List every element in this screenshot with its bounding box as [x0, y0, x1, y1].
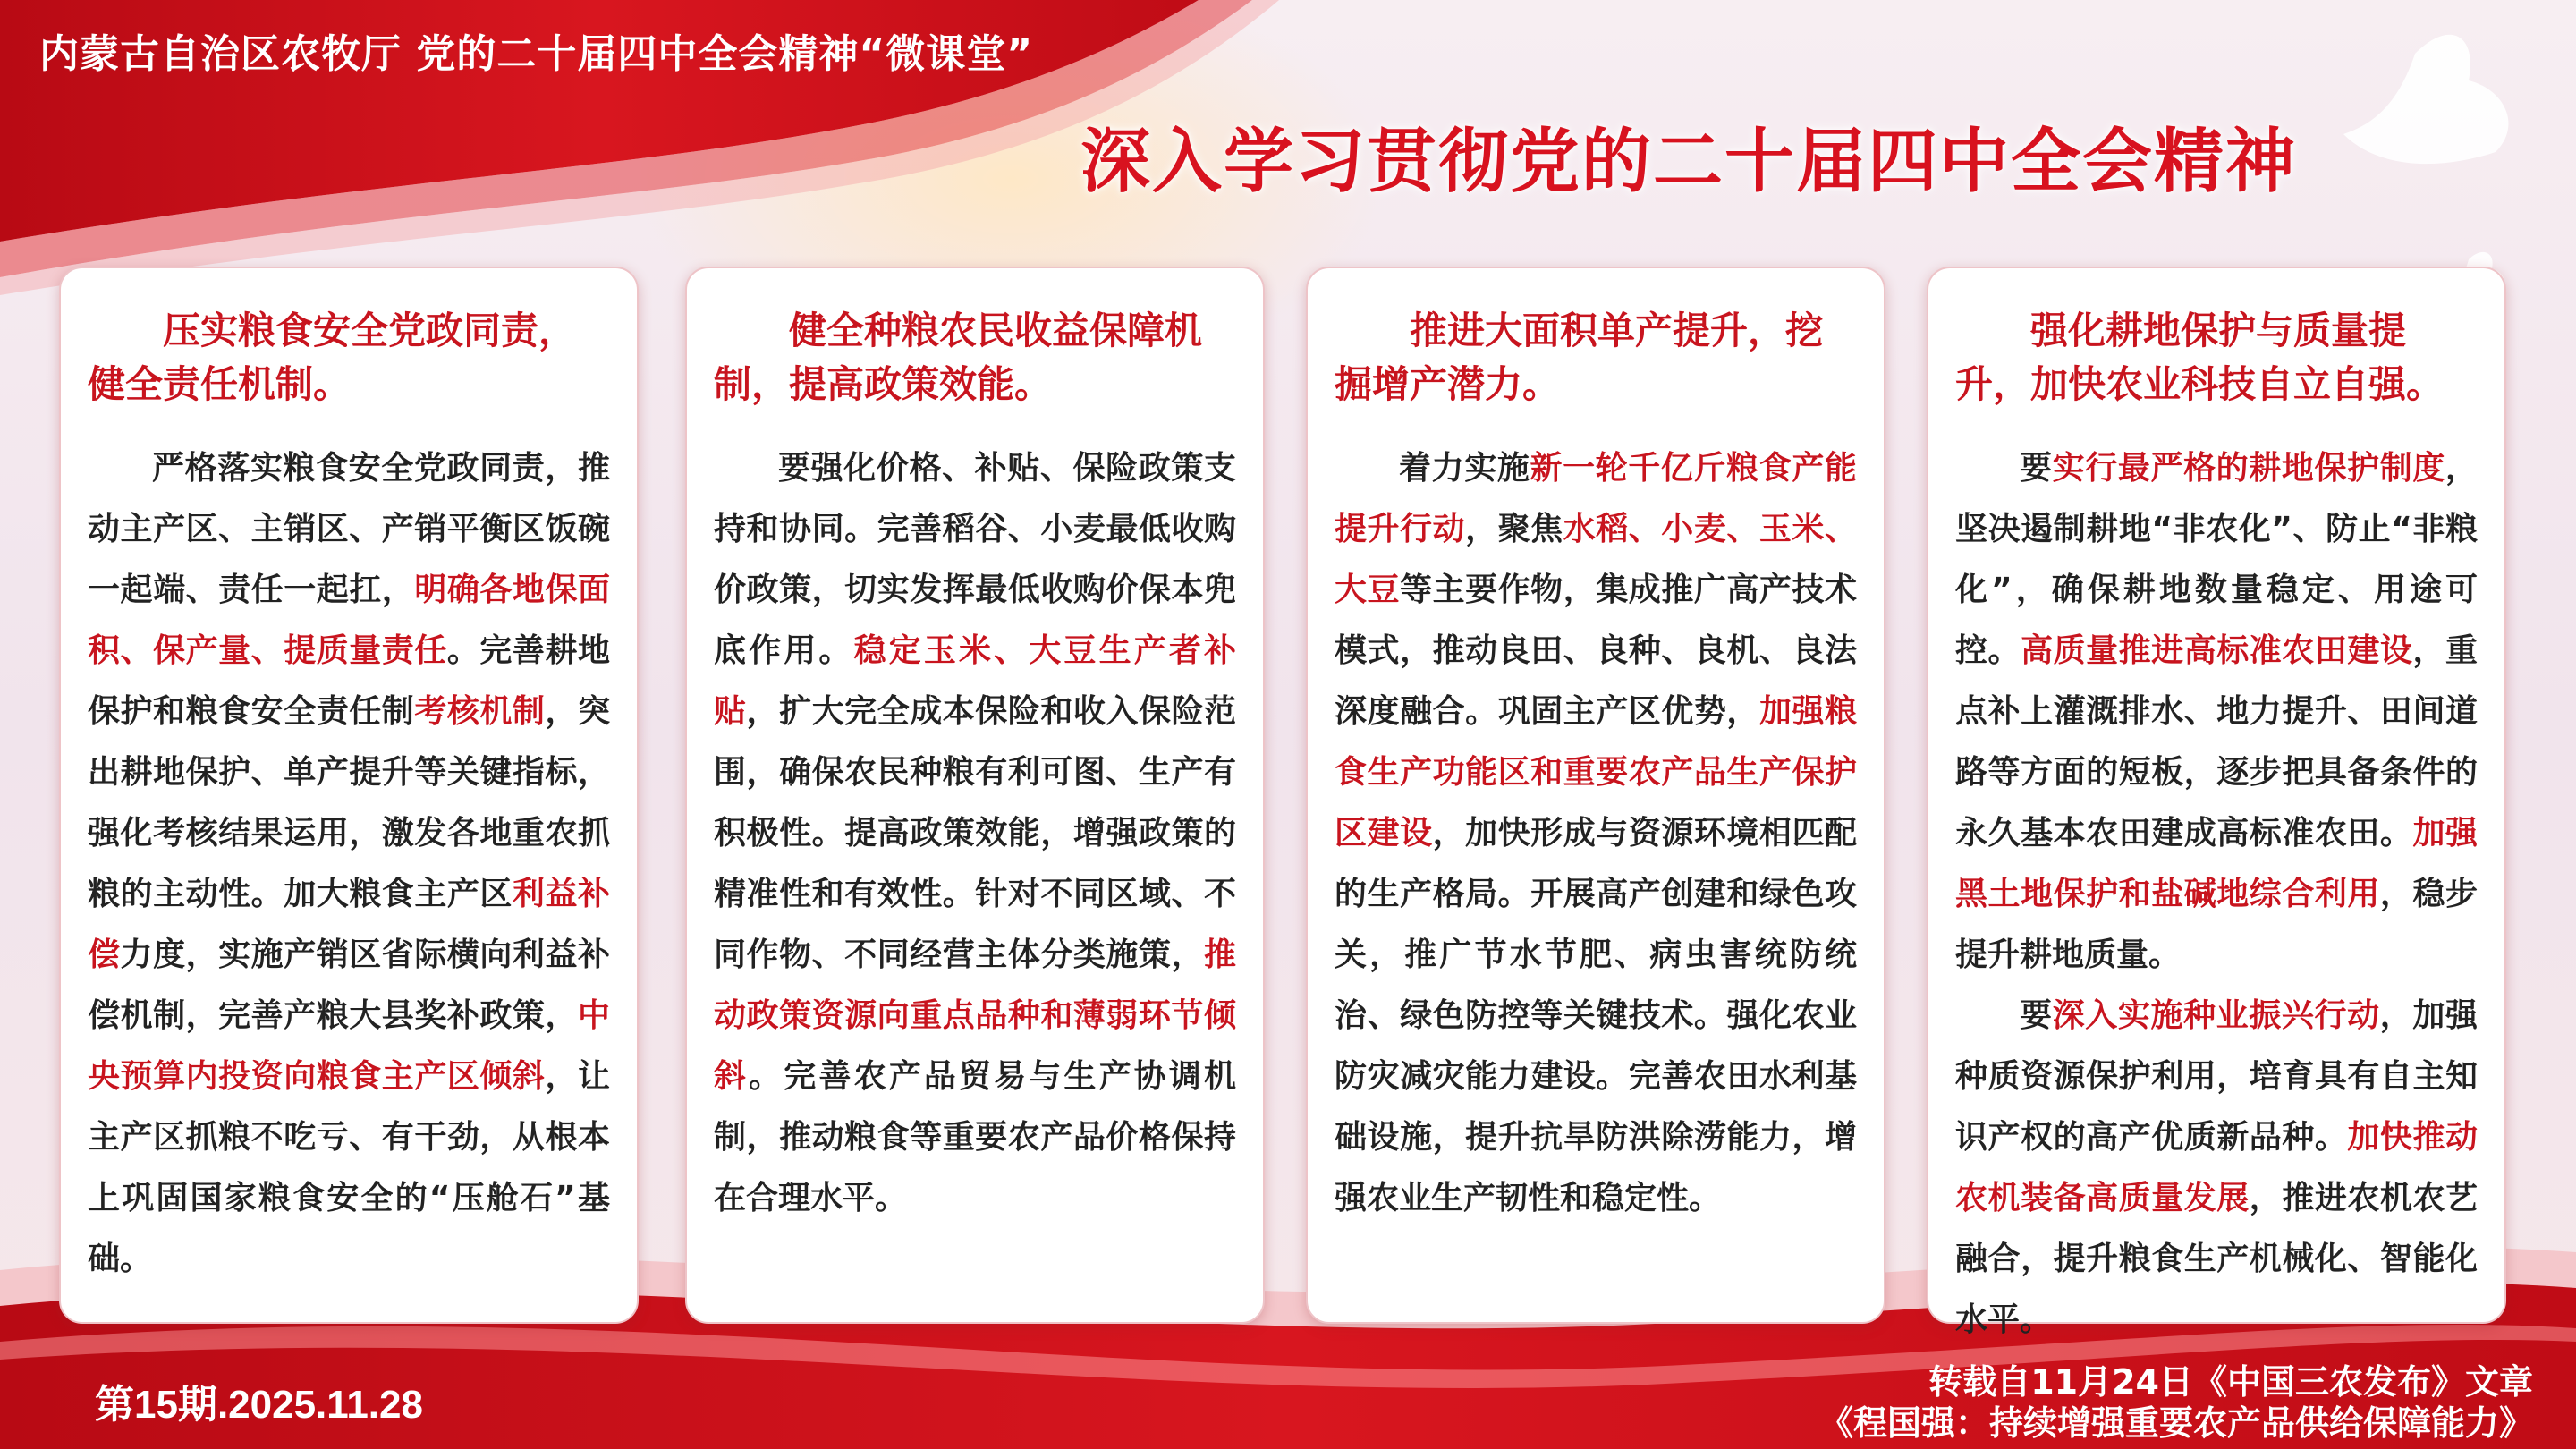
card-body [714, 438, 1236, 1229]
body-text: 要 [2020, 997, 2053, 1034]
body-text: 严格落实粮食安全党政同责，推动主产区、主销区、产销平衡区饭碗一起端、责任一起扛， [88, 450, 610, 608]
highlighted-text: 新一轮千亿斤粮食产能提升行动 [1335, 450, 1857, 547]
body-text: ，扩大完全成本保险和收入保险范围，确保农民种粮有利可图、生产有积极性。提高政策效能，增强政策的精准性和有效性。针对不同区域、不同作物、不同经营主体分类施策， [714, 693, 1236, 973]
highlighted-text: 深入实施种业振兴行动 [2052, 997, 2380, 1034]
body-text: ，加快形成与资源环境相匹配的生产格局。开展高产创建和绿色攻关，推广节水节肥、病虫害统防统治、绿色防控等关键技术。强化农业防灾减灾能力建设。完善农田水利基础设施，提升抗旱防洪除涝能力，增强农业生产韧性和稳定性。 [1335, 815, 1857, 1216]
body-text: 力度，实施产销区省际横向利益补偿机制，完善产粮大县奖补政策， [88, 936, 610, 1034]
body-text: 着力实施 [1399, 450, 1530, 487]
card-paragraph [1955, 438, 2478, 986]
source-article-title: 《程国强：持续增强重要农产品供给保障能力》 [1818, 1403, 2533, 1443]
card-paragraph [88, 438, 610, 1290]
highlighted-text: 中央预算内投资向粮食主产区倾斜 [88, 997, 610, 1095]
card-paragraph [714, 438, 1236, 1229]
card-body [1955, 438, 2478, 1351]
source-line: 转载自11月24日《中国三农发布》文章 [1928, 1362, 2533, 1402]
highlighted-text: 明确各地保面积、保产量、提质量责任 [88, 572, 610, 669]
main-title: 深入学习贯彻党的二十届四中全会精神 [1080, 121, 2298, 202]
body-text: 。完善耕地保护和粮食安全责任制 [88, 632, 610, 730]
highlighted-text: 实行最严格的耕地保护制度 [2052, 450, 2445, 487]
highlighted-text: 利益补偿 [88, 876, 610, 973]
highlighted-text: 加强粮食生产功能区和重要农产品生产保护区建设 [1335, 693, 1857, 852]
body-text: ，坚决遏制耕地“非农化”、防止“非粮化”，确保耕地数量稳定、用途可控。 [1955, 450, 2478, 669]
card-paragraph [1335, 438, 1857, 1229]
content-card [1927, 267, 2506, 1338]
content-card [59, 267, 639, 1324]
card-body [88, 438, 610, 1290]
issue-label: 第15期.2025.11.28 [95, 1383, 423, 1427]
body-text: ，让主产区抓粮不吃亏、有干劲，从根本上巩固国家粮食安全的“压舱石”基础。 [88, 1058, 610, 1277]
body-text: 要强化价格、补贴、保险政策支持和协同。完善稻谷、小麦最低收购价政策，切实发挥最低收购价保本兜底作用。 [714, 450, 1236, 669]
body-text: ，加强种质资源保护利用，培育具有自主知识产权的高产优质新品种。 [1955, 997, 2478, 1156]
highlighted-text: 水稻、小麦、玉米、大豆 [1335, 511, 1857, 608]
body-text: ，稳步提升耕地质量。 [1955, 876, 2478, 973]
highlighted-text: 考核机制 [414, 693, 546, 730]
card-title: 强化耕地保护与质量提升，加快农业科技自立自强。 [1955, 309, 2445, 406]
card-title: 推进大面积单产提升，挖掘增产潜力。 [1335, 309, 1824, 406]
highlighted-text: 加强黑土地保护和盐碱地综合利用 [1955, 815, 2478, 912]
content-card [1306, 267, 1885, 1324]
header-title: 内蒙古自治区农牧厅 党的二十届四中全会精神“微课堂” [39, 31, 1034, 77]
highlighted-text: 加快推动农机装备高质量发展 [1955, 1119, 2478, 1216]
highlighted-text: 高质量推进高标准农田建设 [2021, 632, 2413, 669]
body-text: 要 [2020, 450, 2053, 487]
body-text: 。完善农产品贸易与生产协调机制，推动粮食等重要农产品价格保持在合理水平。 [714, 1058, 1236, 1216]
card-title: 压实粮食安全党政同责，健全责任机制。 [88, 309, 577, 406]
highlighted-text: 推动政策资源向重点品种和薄弱环节倾斜 [714, 936, 1236, 1095]
body-text: ，突出耕地保护、单产提升等关键指标，强化考核结果运用，激发各地重农抓粮的主动性。加大粮食主产区 [88, 693, 610, 912]
body-text: ，聚焦 [1465, 511, 1563, 547]
body-text: 等主要作物，集成推广高产技术模式，推动良田、良种、良机、良法深度融合。巩固主产区优势， [1335, 572, 1857, 730]
body-text: ，推进农机农艺融合，提升粮食生产机械化、智能化水平。 [1955, 1180, 2478, 1338]
card-body [1335, 438, 1857, 1229]
card-paragraph [1955, 986, 2478, 1351]
card-title: 健全种粮农民收益保障机制，提高政策效能。 [714, 309, 1203, 406]
body-text: ，重点补上灌溉排水、地力提升、田间道路等方面的短板，逐步把具备条件的永久基本农田建成高标准农田。 [1955, 632, 2478, 852]
content-card [685, 267, 1265, 1324]
highlighted-text: 稳定玉米、大豆生产者补贴 [714, 632, 1236, 730]
